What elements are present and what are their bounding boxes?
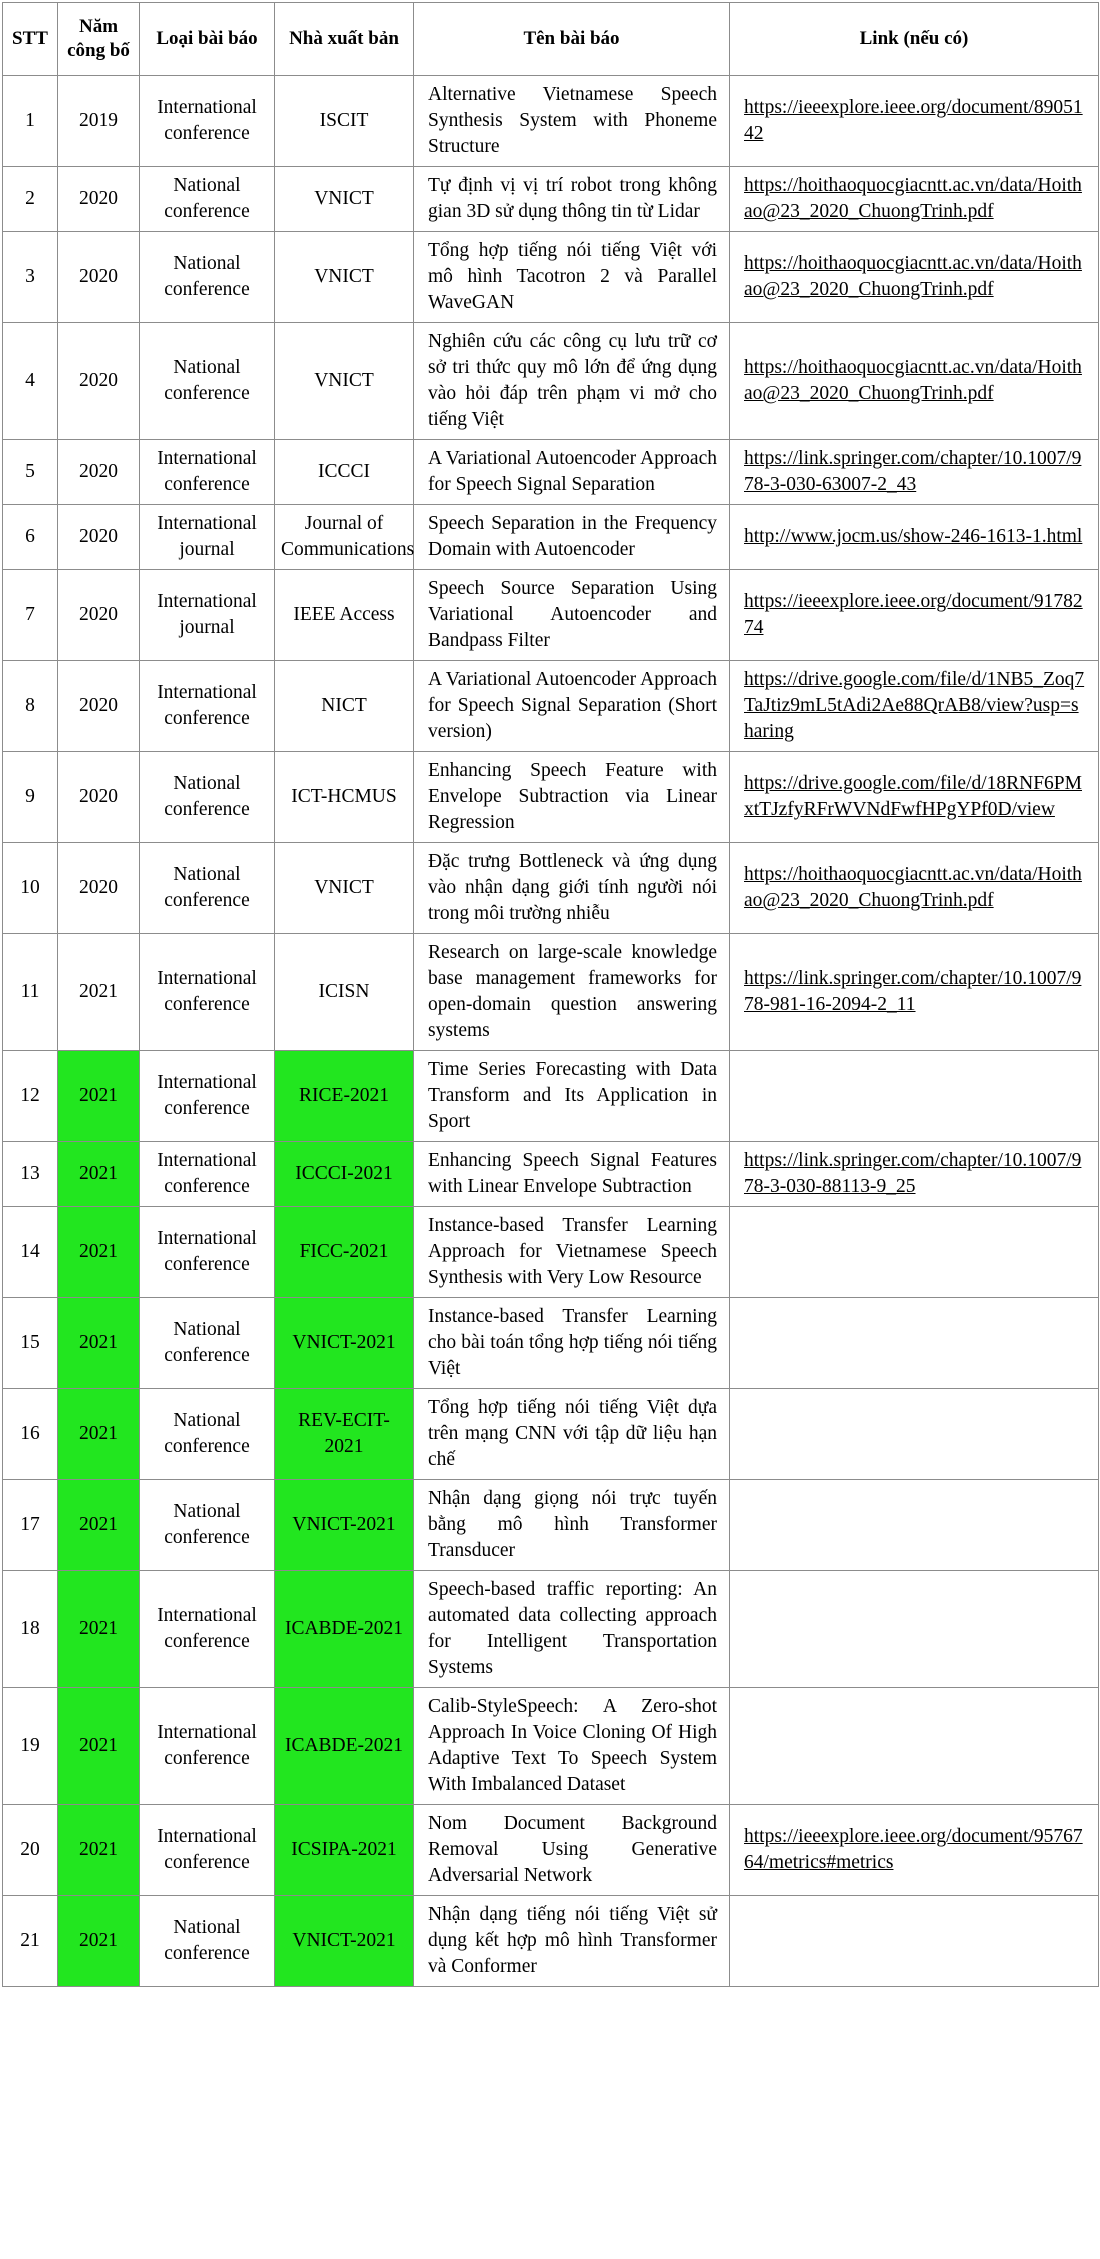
table-row (3, 1688, 1099, 1805)
cell-publisher: ICCCI (275, 440, 414, 505)
paper-link[interactable]: https://hoithaoquocgiacntt.ac.vn/data/Hoithao@23_2020_ChuongTrinh.pdf (744, 175, 1082, 222)
header-type: Loại bài báo (140, 3, 275, 76)
cell-publisher: FICC-2021 (275, 1207, 414, 1298)
table-row (3, 1207, 1099, 1298)
cell-link (730, 1207, 1099, 1298)
cell-publisher: VNICT (275, 323, 414, 440)
cell-stt: 11 (3, 934, 58, 1051)
paper-link[interactable]: https://hoithaoquocgiacntt.ac.vn/data/Hoithao@23_2020_ChuongTrinh.pdf (744, 864, 1082, 911)
cell-stt: 7 (3, 570, 58, 661)
cell-year: 2020 (58, 570, 140, 661)
cell-title: Instance-based Transfer Learning Approach for Vietnamese Speech Synthesis with Very Low Resource (414, 1207, 730, 1298)
cell-year: 2021 (58, 934, 140, 1051)
header-row (3, 3, 1099, 76)
cell-publisher: ISCIT (275, 76, 414, 167)
cell-year: 2020 (58, 752, 140, 843)
cell-year: 2020 (58, 843, 140, 934)
cell-year: 2019 (58, 76, 140, 167)
cell-publisher: IEEE Access (275, 570, 414, 661)
cell-year: 2021 (58, 1207, 140, 1298)
paper-link[interactable]: https://ieeexplore.ieee.org/document/9178274 (744, 591, 1083, 638)
cell-title: Nom Document Background Removal Using Generative Adversarial Network (414, 1805, 730, 1896)
cell-stt: 14 (3, 1207, 58, 1298)
cell-link (730, 167, 1099, 232)
cell-link (730, 1896, 1099, 1987)
cell-publisher: VNICT-2021 (275, 1298, 414, 1389)
cell-title: Alternative Vietnamese Speech Synthesis System with Phoneme Structure (414, 76, 730, 167)
cell-title: Speech Separation in the Frequency Domain with Autoencoder (414, 505, 730, 570)
cell-type: International conference (140, 1805, 275, 1896)
table-row (3, 1571, 1099, 1688)
cell-year: 2020 (58, 505, 140, 570)
table-row (3, 1389, 1099, 1480)
cell-stt: 4 (3, 323, 58, 440)
table-row (3, 934, 1099, 1051)
cell-type: International journal (140, 505, 275, 570)
cell-type: National conference (140, 232, 275, 323)
cell-publisher: VNICT-2021 (275, 1480, 414, 1571)
cell-title: Enhancing Speech Signal Features with Linear Envelope Subtraction (414, 1142, 730, 1207)
cell-type: International conference (140, 76, 275, 167)
cell-stt: 13 (3, 1142, 58, 1207)
cell-stt: 17 (3, 1480, 58, 1571)
cell-title: Nhận dạng giọng nói trực tuyến bằng mô hình Transformer Transducer (414, 1480, 730, 1571)
cell-stt: 16 (3, 1389, 58, 1480)
cell-stt: 6 (3, 505, 58, 570)
cell-type: International conference (140, 934, 275, 1051)
header-title: Tên bài báo (414, 3, 730, 76)
cell-title: Đặc trưng Bottleneck và ứng dụng vào nhận dạng giới tính người nói trong môi trường nhiễu (414, 843, 730, 934)
paper-link[interactable]: https://hoithaoquocgiacntt.ac.vn/data/Hoithao@23_2020_ChuongTrinh.pdf (744, 357, 1082, 404)
paper-link[interactable]: https://ieeexplore.ieee.org/document/8905142 (744, 97, 1083, 144)
paper-link[interactable]: https://link.springer.com/chapter/10.1007/978-981-16-2094-2_11 (744, 968, 1082, 1015)
table-row (3, 570, 1099, 661)
cell-type: National conference (140, 752, 275, 843)
cell-title: Nhận dạng tiếng nói tiếng Việt sử dụng kết hợp mô hình Transformer và Conformer (414, 1896, 730, 1987)
cell-type: National conference (140, 1896, 275, 1987)
cell-type: International conference (140, 1571, 275, 1688)
cell-year: 2020 (58, 232, 140, 323)
cell-stt: 18 (3, 1571, 58, 1688)
table-row (3, 440, 1099, 505)
cell-publisher: VNICT (275, 167, 414, 232)
table-row (3, 1051, 1099, 1142)
table-row (3, 1298, 1099, 1389)
cell-title: A Variational Autoencoder Approach for Speech Signal Separation (414, 440, 730, 505)
cell-type: International conference (140, 1142, 275, 1207)
cell-title: Research on large-scale knowledge base management frameworks for open-domain question answering systems (414, 934, 730, 1051)
cell-type: National conference (140, 1298, 275, 1389)
cell-stt: 12 (3, 1051, 58, 1142)
cell-publisher: ICSIPA-2021 (275, 1805, 414, 1896)
cell-year: 2021 (58, 1051, 140, 1142)
paper-link[interactable]: https://ieeexplore.ieee.org/document/9576764/metrics#metrics (744, 1826, 1083, 1873)
cell-type: International conference (140, 1688, 275, 1805)
cell-year: 2021 (58, 1896, 140, 1987)
cell-link (730, 1051, 1099, 1142)
cell-title: Calib-StyleSpeech: A Zero-shot Approach In Voice Cloning Of High Adaptive Text To Speech System With Imbalanced Dataset (414, 1688, 730, 1805)
table-row (3, 167, 1099, 232)
cell-link (730, 323, 1099, 440)
cell-year: 2021 (58, 1298, 140, 1389)
paper-link[interactable]: https://drive.google.com/file/d/1NB5_Zoq7TaJtiz9mL5tAdi2Ae88QrAB8/view?usp=sharing (744, 669, 1085, 742)
table-row (3, 76, 1099, 167)
cell-link (730, 1480, 1099, 1571)
cell-title: Instance-based Transfer Learning cho bài toán tổng hợp tiếng nói tiếng Việt (414, 1298, 730, 1389)
cell-type: National conference (140, 167, 275, 232)
table-row (3, 505, 1099, 570)
cell-link (730, 76, 1099, 167)
cell-stt: 2 (3, 167, 58, 232)
cell-publisher: ICISN (275, 934, 414, 1051)
table-row (3, 843, 1099, 934)
cell-stt: 19 (3, 1688, 58, 1805)
cell-stt: 9 (3, 752, 58, 843)
cell-title: Enhancing Speech Feature with Envelope Subtraction via Linear Regression (414, 752, 730, 843)
paper-link[interactable]: http://www.jocm.us/show-246-1613-1.html (744, 526, 1083, 547)
cell-stt: 21 (3, 1896, 58, 1987)
publications-table (2, 2, 1099, 1987)
cell-link (730, 934, 1099, 1051)
cell-type: International conference (140, 1051, 275, 1142)
cell-link (730, 752, 1099, 843)
cell-stt: 8 (3, 661, 58, 752)
paper-link[interactable]: https://link.springer.com/chapter/10.1007/978-3-030-88113-9_25 (744, 1150, 1082, 1197)
cell-link (730, 1298, 1099, 1389)
cell-year: 2020 (58, 323, 140, 440)
paper-link[interactable]: https://drive.google.com/file/d/18RNF6PMxtTJzfyRFrWVNdFwfHPgYPf0D/view (744, 773, 1082, 820)
cell-link (730, 440, 1099, 505)
cell-type: International conference (140, 440, 275, 505)
cell-link (730, 570, 1099, 661)
cell-stt: 15 (3, 1298, 58, 1389)
cell-publisher: VNICT (275, 232, 414, 323)
cell-stt: 3 (3, 232, 58, 323)
table-row (3, 661, 1099, 752)
cell-title: Time Series Forecasting with Data Transform and Its Application in Sport (414, 1051, 730, 1142)
cell-title: Speech-based traffic reporting: An automated data collecting approach for Intelligent Transportation Systems (414, 1571, 730, 1688)
cell-stt: 20 (3, 1805, 58, 1896)
table-row (3, 752, 1099, 843)
cell-publisher: VNICT (275, 843, 414, 934)
cell-year: 2021 (58, 1142, 140, 1207)
cell-publisher: ICABDE-2021 (275, 1571, 414, 1688)
cell-title: Nghiên cứu các công cụ lưu trữ cơ sở tri thức quy mô lớn để ứng dụng vào hỏi đáp trên phạm vi mở cho tiếng Việt (414, 323, 730, 440)
header-publisher: Nhà xuất bản (275, 3, 414, 76)
cell-publisher: ICT-HCMUS (275, 752, 414, 843)
header-year: Năm công bố (58, 3, 140, 76)
table-row (3, 323, 1099, 440)
header-link: Link (nếu có) (730, 3, 1099, 76)
cell-type: International conference (140, 1207, 275, 1298)
cell-title: Tự định vị vị trí robot trong không gian 3D sử dụng thông tin từ Lidar (414, 167, 730, 232)
cell-publisher: VNICT-2021 (275, 1896, 414, 1987)
cell-type: International journal (140, 570, 275, 661)
cell-type: National conference (140, 323, 275, 440)
table-row (3, 232, 1099, 323)
cell-year: 2021 (58, 1688, 140, 1805)
cell-year: 2020 (58, 167, 140, 232)
cell-year: 2021 (58, 1571, 140, 1688)
cell-link (730, 661, 1099, 752)
table-body (3, 76, 1099, 1987)
cell-type: National conference (140, 843, 275, 934)
cell-link (730, 505, 1099, 570)
cell-publisher: NICT (275, 661, 414, 752)
cell-publisher: Journal of Communications (275, 505, 414, 570)
cell-link (730, 232, 1099, 323)
cell-stt: 1 (3, 76, 58, 167)
cell-year: 2021 (58, 1480, 140, 1571)
cell-link (730, 843, 1099, 934)
cell-stt: 5 (3, 440, 58, 505)
cell-publisher: RICE-2021 (275, 1051, 414, 1142)
cell-link (730, 1688, 1099, 1805)
cell-link (730, 1805, 1099, 1896)
cell-publisher: ICABDE-2021 (275, 1688, 414, 1805)
cell-link (730, 1389, 1099, 1480)
cell-title: Tổng hợp tiếng nói tiếng Việt dựa trên mạng CNN với tập dữ liệu hạn chế (414, 1389, 730, 1480)
cell-type: National conference (140, 1389, 275, 1480)
table-row (3, 1480, 1099, 1571)
cell-type: International conference (140, 661, 275, 752)
cell-title: Tổng hợp tiếng nói tiếng Việt với mô hình Tacotron 2 và Parallel WaveGAN (414, 232, 730, 323)
cell-year: 2021 (58, 1389, 140, 1480)
paper-link[interactable]: https://hoithaoquocgiacntt.ac.vn/data/Hoithao@23_2020_ChuongTrinh.pdf (744, 253, 1082, 300)
cell-stt: 10 (3, 843, 58, 934)
cell-title: A Variational Autoencoder Approach for Speech Signal Separation (Short version) (414, 661, 730, 752)
cell-publisher: ICCCI-2021 (275, 1142, 414, 1207)
header-stt: STT (3, 3, 58, 76)
table-row (3, 1805, 1099, 1896)
cell-year: 2020 (58, 661, 140, 752)
cell-title: Speech Source Separation Using Variational Autoencoder and Bandpass Filter (414, 570, 730, 661)
cell-link (730, 1571, 1099, 1688)
cell-publisher: REV-ECIT-2021 (275, 1389, 414, 1480)
table-row (3, 1142, 1099, 1207)
cell-link (730, 1142, 1099, 1207)
table-header (3, 3, 1099, 76)
cell-year: 2021 (58, 1805, 140, 1896)
paper-link[interactable]: https://link.springer.com/chapter/10.1007/978-3-030-63007-2_43 (744, 448, 1082, 495)
cell-year: 2020 (58, 440, 140, 505)
table-row (3, 1896, 1099, 1987)
cell-type: National conference (140, 1480, 275, 1571)
